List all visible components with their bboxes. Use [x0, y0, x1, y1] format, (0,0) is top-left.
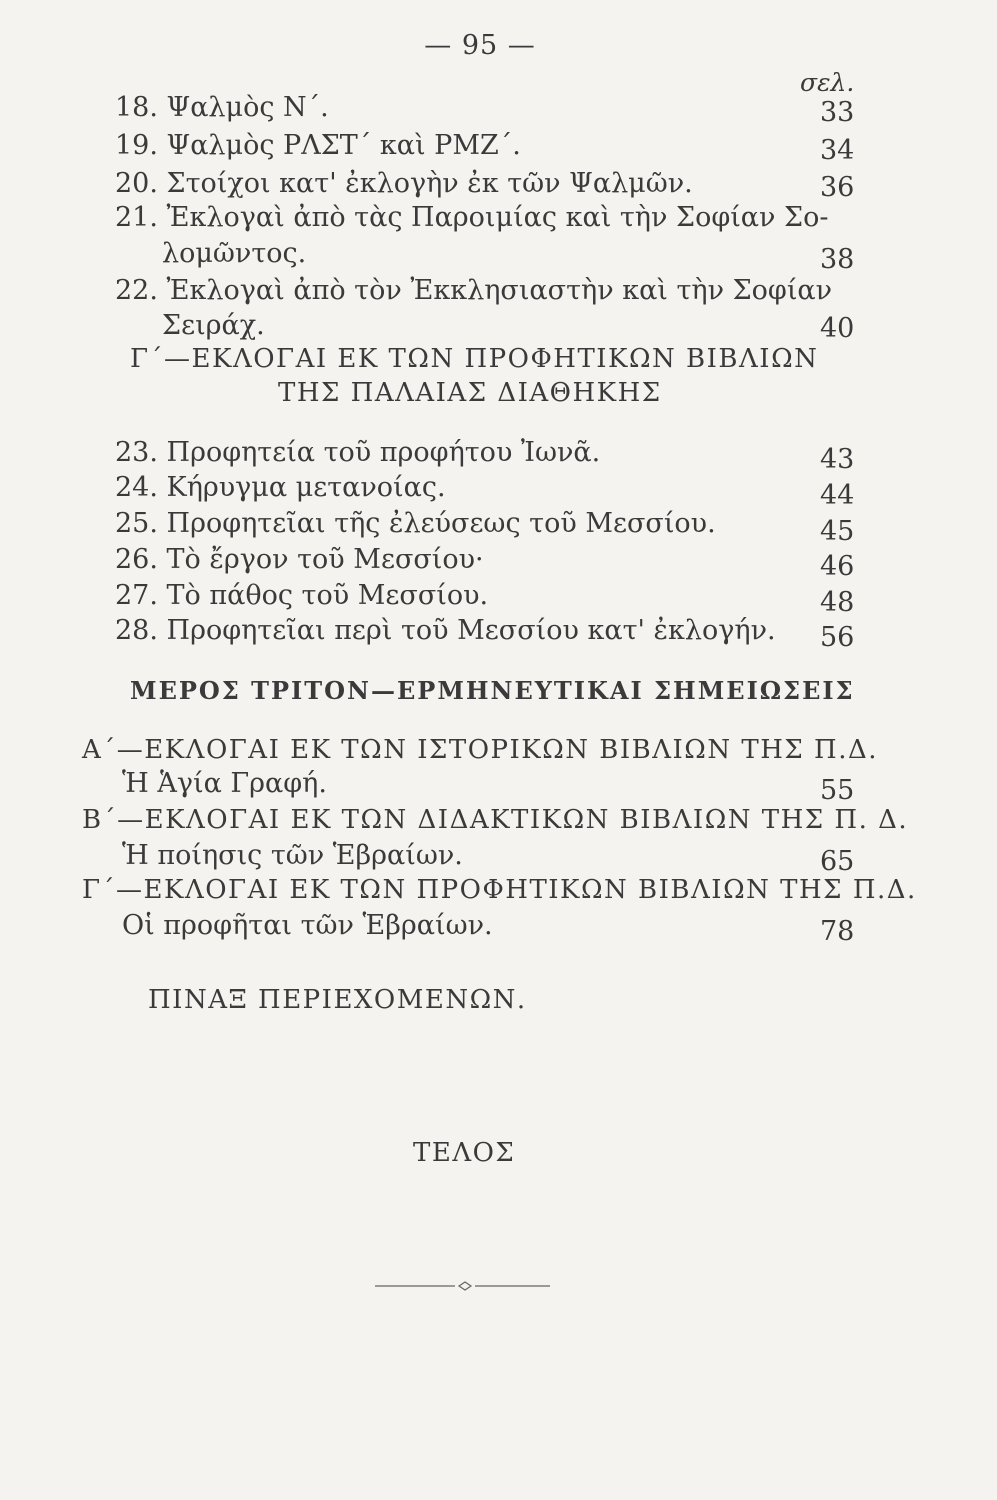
toc-entry-text: 26. Τὸ ἔργον τοῦ Μεσσίου·	[115, 544, 484, 575]
toc-entry-page: 40	[820, 313, 855, 344]
page-column-label: σελ.	[800, 68, 855, 97]
toc-entry-text: 21. Ἐκλογαὶ ἀπὸ τὰς Παροιμίας καὶ τὴν Σοφίαν Σο-	[115, 202, 829, 233]
toc-entry-page: 34	[820, 135, 855, 166]
toc-entry-page: 45	[820, 516, 855, 547]
section-heading: Β΄—ΕΚΛΟΓΑΙ ΕΚ ΤΩΝ ΔΙΔΑΚΤΙΚΩΝ ΒΙΒΛΙΩΝ ΤΗΣ Π. Δ.	[82, 805, 909, 835]
toc-entry-page: 44	[820, 480, 855, 511]
toc-entry-text: Ἡ ποίησις τῶν Ἑβραίων.	[122, 840, 463, 871]
section-heading: Γ΄—ΕΚΛΟΓΑΙ ΕΚ ΤΩΝ ΠΡΟΦΗΤΙΚΩΝ ΒΙΒΛΙΩΝ	[130, 344, 819, 374]
toc-entry-text: 25. Προφητεῖαι τῆς ἐλεύσεως τοῦ Μεσσίου.	[115, 508, 716, 539]
toc-entry-page: 36	[820, 172, 855, 203]
toc-entry-page: 43	[820, 444, 855, 475]
toc-entry-continuation: Σειράχ.	[162, 310, 265, 341]
toc-entry-page: 38	[820, 244, 855, 275]
toc-entry-text: 19. Ψαλμὸς ΡΛΣΤ΄ καὶ ΡΜΖ΄.	[115, 130, 521, 161]
section-heading: Α΄—ΕΚΛΟΓΑΙ ΕΚ ΤΩΝ ΙΣΤΟΡΙΚΩΝ ΒΙΒΛΙΩΝ ΤΗΣ Π.Δ.	[82, 735, 879, 765]
toc-entry-text: 22. Ἐκλογαὶ ἀπὸ τὸν Ἐκκλησιαστὴν καὶ τὴν Σοφίαν	[115, 275, 833, 306]
toc-entry-text: 18. Ψαλμὸς Ν΄.	[115, 92, 329, 123]
toc-entry-text: Οἱ προφῆται τῶν Ἑβραίων.	[122, 910, 493, 941]
toc-entry-text: 23. Προφητεία τοῦ προφήτου Ἰωνᾶ.	[115, 437, 601, 468]
toc-entry-page: 48	[820, 587, 855, 618]
part-title: ΜΕΡΟΣ ΤΡΙΤΟΝ—ΕΡΜΗΝΕΥΤΙΚΑΙ ΣΗΜΕΙΩΣΕΙΣ	[130, 676, 855, 705]
ornament-divider	[375, 1276, 555, 1296]
toc-entry-page: 33	[820, 97, 855, 128]
toc-entry-page: 56	[820, 622, 855, 653]
toc-entry-continuation: λομῶντος.	[162, 238, 307, 269]
toc-entry-text: 27. Τὸ πάθος τοῦ Μεσσίου.	[115, 580, 489, 611]
end-label: ΤΕΛΟΣ	[413, 1138, 516, 1168]
section-heading: Γ΄—ΕΚΛΟΓΑΙ ΕΚ ΤΩΝ ΠΡΟΦΗΤΙΚΩΝ ΒΙΒΛΙΩΝ ΤΗΣ Π.Δ.	[82, 875, 917, 905]
toc-entry-text: 24. Κήρυγμα μετανοίας.	[115, 472, 446, 503]
toc-entry-page: 46	[820, 551, 855, 582]
index-label: ΠΙΝΑΞ ΠΕΡΙΕΧΟΜΕΝΩΝ.	[148, 985, 527, 1015]
toc-entry-text: 20. Στοίχοι κατ' ἐκλογὴν ἐκ τῶν Ψαλμῶν.	[115, 168, 693, 199]
toc-entry-text: 28. Προφητεῖαι περὶ τοῦ Μεσσίου κατ' ἐκλογήν.	[115, 615, 776, 646]
toc-entry-text: Ἡ Ἁγία Γραφή.	[122, 768, 327, 799]
toc-entry-page: 78	[820, 916, 855, 947]
toc-entry-page: 65	[820, 846, 855, 877]
section-heading: ΤΗΣ ΠΑΛΑΙΑΣ ΔΙΑΘΗΚΗΣ	[278, 378, 662, 408]
page-number: — 95 —	[424, 30, 536, 61]
toc-entry-page: 55	[820, 775, 855, 806]
